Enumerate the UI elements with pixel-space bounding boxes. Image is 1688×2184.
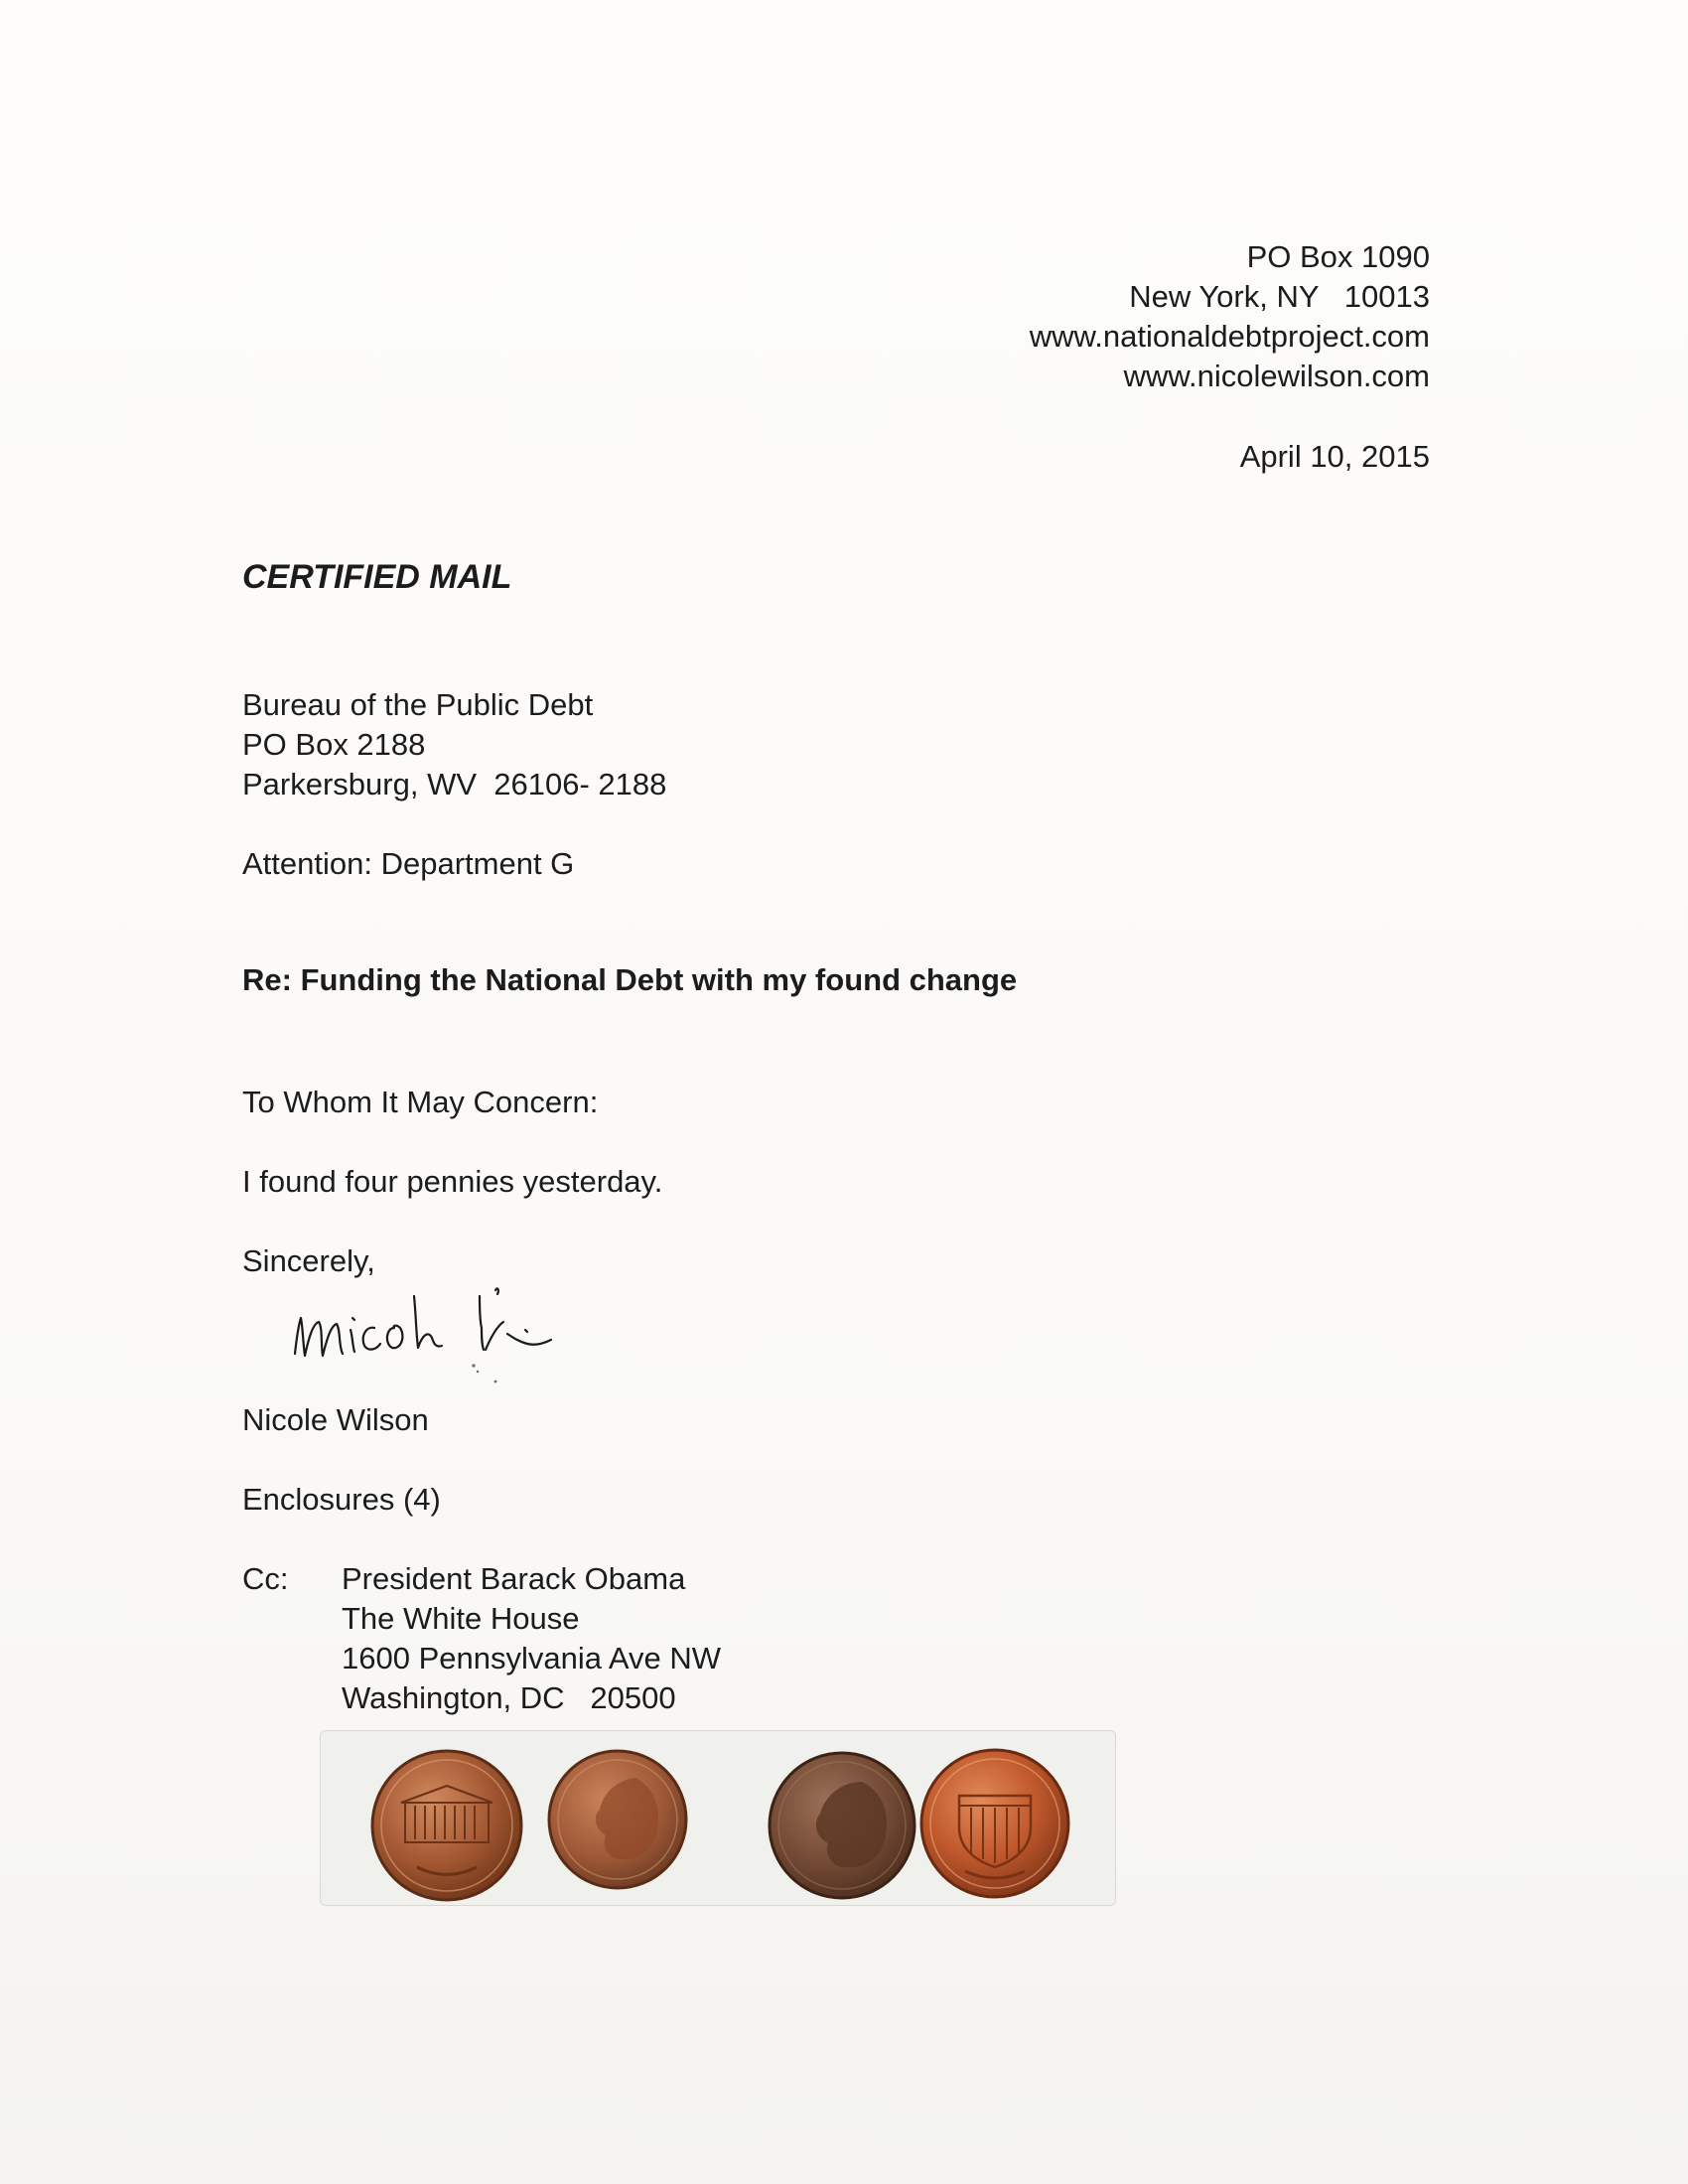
return-address-website: www.nationaldebtproject.com [1029, 319, 1430, 354]
signer-name: Nicole Wilson [242, 1402, 429, 1437]
letter-body: I found four pennies yesterday. [242, 1164, 663, 1199]
cc-label: Cc: [242, 1561, 289, 1596]
return-address [1030, 237, 1430, 396]
return-address-website: www.nicolewilson.com [1123, 359, 1430, 393]
recipient-address-line: Parkersburg, WV 26106- 2188 [242, 767, 667, 801]
cc-recipient-line: 1600 Pennsylvania Ave NW [342, 1641, 721, 1675]
recipient-address-line: Bureau of the Public Debt [242, 687, 594, 722]
letter-date: April 10, 2015 [1239, 439, 1430, 474]
cc-recipient-line: Washington, DC 20500 [342, 1680, 676, 1715]
cc-recipient-line: President Barack Obama [342, 1561, 686, 1596]
tape-strip [320, 1730, 1116, 1906]
return-address-line: PO Box 1090 [1246, 239, 1430, 274]
closing: Sincerely, [242, 1243, 375, 1278]
recipient-address [242, 685, 666, 804]
cc-recipient-line: The White House [342, 1601, 580, 1636]
recipient-address-line: PO Box 2188 [242, 727, 426, 762]
return-address-line: New York, NY 10013 [1129, 279, 1430, 314]
cc-recipient [342, 1559, 721, 1718]
certified-mail-heading: CERTIFIED MAIL [242, 558, 512, 596]
handwritten-signature [283, 1266, 700, 1385]
attention-line: Attention: Department G [242, 846, 575, 881]
enclosures-note: Enclosures (4) [242, 1482, 441, 1517]
subject-line: Re: Funding the National Debt with my found change [242, 962, 1018, 997]
salutation: To Whom It May Concern: [242, 1085, 599, 1119]
